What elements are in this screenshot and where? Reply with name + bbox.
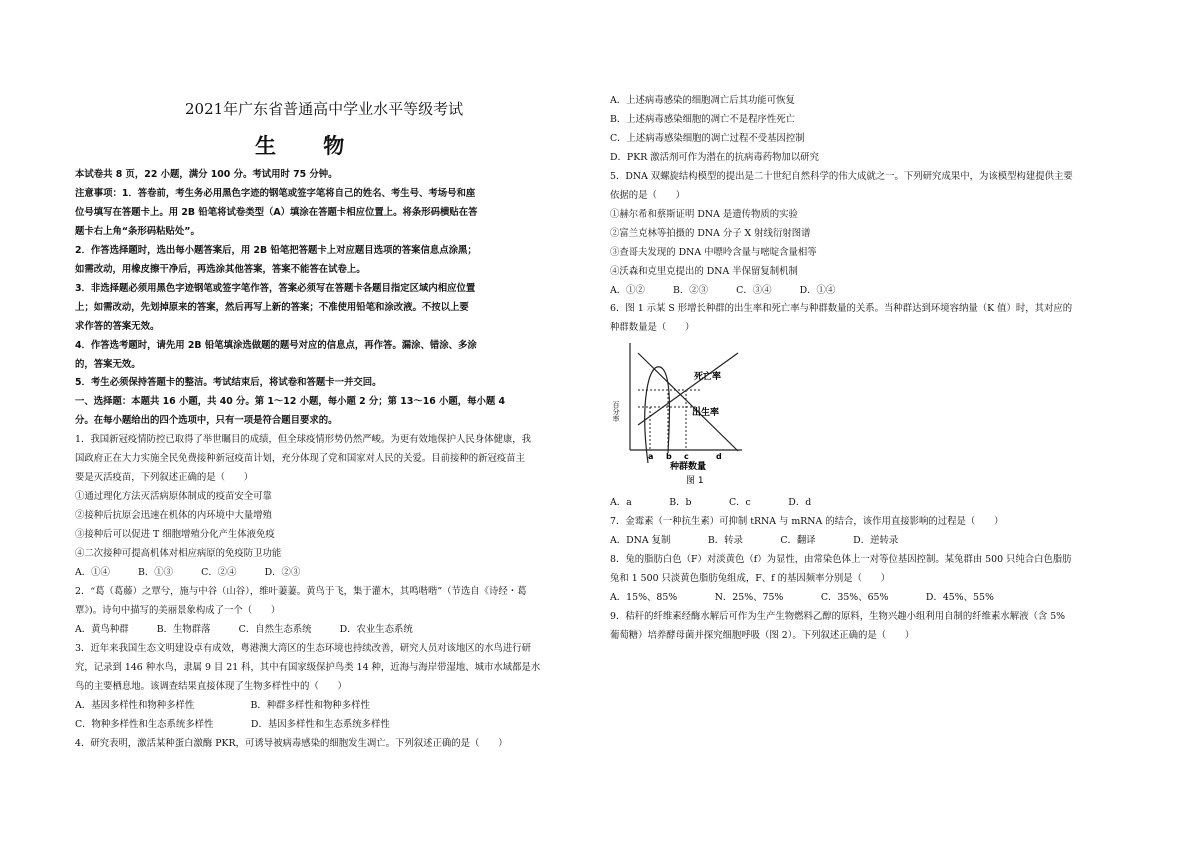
right-top-line: 5．DNA 双螺旋结构模型的提出是二十世纪自然科学的伟大成就之一。下列研究成果中，为该模型构建提供主要 <box>610 170 1073 182</box>
right-bottom-line: 8．兔的脂肪白色（F）对淡黄色（f）为显性，由常染色体上一对等位基因控制。某兔群由 500 只纯合白色脂肪 <box>610 553 1072 565</box>
left-lines-line: 鸟的主要栖息地。该调查结果直接体现了生物多样性中的（ ） <box>75 680 347 692</box>
right-bottom-line: 葡萄糖）培养酵母菌并探究细胞呼吸（图 2）。下列叙述正确的是（ ） <box>610 629 915 641</box>
left-lines-line: ①通过理化方法灭活病原体制成的疫苗安全可靠 <box>75 491 272 503</box>
left-lines-line: 究，记录到 146 种水鸟，隶属 9 目 21 科，其中有国家级保护鸟类 14 种，近海与海岸带湿地、城市水域都是水 <box>75 661 541 673</box>
left-lines-line: 2．“葛（葛藤）之覃兮，施与中谷（山谷），维叶萋萋。黄鸟于飞，集于灌木，其鸣喈喈”（节选自《诗经・葛 <box>75 585 527 597</box>
left-lines-line: 位号填写在答题卡上。用 2B 铅笔将试卷类型（A）填涂在答题卡相应位置上。将条形码横贴在答 <box>75 206 478 218</box>
left-lines-line: 3．近年来我国生态文明建设卓有成效，粤港澳大湾区的生态环境也持续改善，研究人员对该地区的水鸟进行研 <box>75 642 531 654</box>
tick-label-a: a <box>648 452 654 461</box>
left-lines-line: 5．考生必须保持答题卡的整洁。考试结束后，将试卷和答题卡一并交回。 <box>75 377 382 389</box>
left-lines-line: 国政府正在大力实施全民免费接种新冠疫苗计划，充分体现了党和国家对人民的关爱。目前接种的新冠疫苗主 <box>75 453 526 465</box>
right-top-line: B．上述病毒感染细胞的凋亡不是程序性死亡 <box>610 113 796 125</box>
left-lines-line: ④二次接种可提高机体对相应病原的免疫防卫功能 <box>75 548 282 559</box>
left-lines-line: 本试卷共 8 页，22 小题，满分 100 分。考试用时 75 分钟。 <box>75 169 338 180</box>
subject-title: 生 物 <box>255 134 365 158</box>
tick-label-d: d <box>716 452 722 461</box>
x-axis-label: 种群数量 <box>670 462 707 472</box>
right-top-line: ④沃森和克里克提出的 DNA 半保留复制机制 <box>610 265 798 277</box>
right-top-line: 6．图 1 示某 S 形增长种群的出生率和死亡率与种群数量的关系。当种群达到环境容纳量（K 值）时，其对应的 <box>610 303 1073 315</box>
right-top-line: ③查哥夫发现的 DNA 中嘌呤含量与嘧啶含量相等 <box>610 246 817 258</box>
left-lines-line: 上；如需改动，先划掉原来的答案，然后再写上新的答案；不准使用铅笔和涂改液。不按以上要 <box>75 301 469 313</box>
left-lines-line: C．物种多样性和生态系统多样性 D．基因多样性和生态系统多样性 <box>75 718 390 730</box>
figure-1-population-chart <box>610 335 750 490</box>
left-lines-line: 4．作答选考题时，请先用 2B 铅笔填涂选做题的题号对应的信息点，再作答。漏涂、错涂、多涂 <box>75 339 477 351</box>
left-lines-line: 求作答的答案无效。 <box>75 320 160 332</box>
left-lines-line: 注意事项：1．答卷前，考生务必用黑色字迹的钢笔或签字笔将自己的姓名、考生号、考场号和座 <box>75 187 476 199</box>
exam-title: 2021年广东省普通高中学业水平等级考试 <box>185 100 464 118</box>
right-top-line: 种群数量是（ ） <box>610 322 695 334</box>
population-curve <box>645 367 670 463</box>
left-lines-line: 2．作答选择题时，选出每小题答案后，用 2B 铅笔把答题卡上对应题目选项的答案信息点涂黑； <box>75 244 477 256</box>
right-bottom-line: A．15%、85% N．25%、75% C．35%、65% D．45%、55% <box>610 591 994 603</box>
left-lines-line: A．基因多样性和物种多样性 B．种群多样性和物种多样性 <box>75 699 370 711</box>
right-top-line: A．上述病毒感染的细胞凋亡后其功能可恢复 <box>610 95 795 106</box>
left-lines-line: 覃》)。诗句中描写的美丽景象构成了一个（ ） <box>75 604 281 616</box>
birth-rate-line <box>638 353 738 451</box>
right-top-line: A．①② B．②③ C．③④ D．①④ <box>610 284 836 296</box>
left-lines-line: 4．研究表明，激活某种蛋白激酶 PKR，可诱导被病毒感染的细胞发生凋亡。下列叙述正确的是（ ） <box>75 737 508 749</box>
tick-label-c: c <box>684 452 689 461</box>
right-bottom-line: 7．金霉素（一种抗生素）可抑制 tRNA 与 mRNA 的结合，该作用直接影响的过程是（ ） <box>610 515 1004 527</box>
left-lines-line: 题卡右上角“条形码粘贴处”。 <box>75 225 200 237</box>
right-top-line: ②富兰克林等拍摄的 DNA 分子 X 射线衍射图谱 <box>610 227 811 239</box>
right-top-line: ①赫尔希和蔡斯证明 DNA 是遗传物质的实验 <box>610 208 798 220</box>
left-lines-line: A．黄鸟种群 B．生物群落 C．自然生态系统 D．农业生态系统 <box>75 623 413 635</box>
left-lines-line: 如需改动，用橡皮擦干净后，再选涂其他答案，答案不能答在试卷上。 <box>75 263 366 275</box>
right-top-line: 依据的是（ ） <box>610 189 686 201</box>
figure-caption: 图 1 <box>686 476 704 486</box>
right-bottom-line: A．a B．b C．c D．d <box>610 497 812 508</box>
birth-rate-label: 出生率 <box>692 408 720 418</box>
death-rate-line <box>638 353 738 425</box>
y-axis-label: 百分率 <box>612 401 620 422</box>
right-bottom-line: A．DNA 复制 B．转录 C．翻译 D．逆转录 <box>610 534 899 546</box>
right-bottom-line: 9．秸秆的纤维素经酶水解后可作为生产生物燃料乙醇的原料，生物兴趣小组利用自制的纤维素水解液（含 5% <box>610 610 1066 622</box>
right-top-line: C．上述病毒感染细胞的凋亡过程不受基因控制 <box>610 132 805 144</box>
tick-label-b: b <box>666 452 672 461</box>
left-lines-line: 的，答案无效。 <box>75 358 141 370</box>
left-lines-line: ②接种后抗原会迅速在机体的内环境中大量增殖 <box>75 510 272 522</box>
left-lines-line: 3．非选择题必须用黑色字迹钢笔或签字笔作答，答案必须写在答题卡各题目指定区域内相应位置 <box>75 282 476 294</box>
right-top-line: D．PKR 激活剂可作为潜在的抗病毒药物加以研究 <box>610 151 819 163</box>
left-lines-line: ③接种后可以促进 T 细胞增殖分化产生体液免疫 <box>75 529 275 541</box>
left-lines-line: 分。在每小题给出的四个选项中，只有一项是符合题目要求的。 <box>75 415 338 427</box>
left-lines-line: 1．我国新冠疫情防控已取得了举世瞩目的成绩，但全球疫情形势仍然严峻。为更有效地保护人民身体健康，我 <box>75 434 531 446</box>
death-rate-label: 死亡率 <box>694 372 722 382</box>
right-bottom-line: 兔和 1 500 只淡黄色脂肪兔组成，F、f 的基因频率分别是（ ） <box>610 572 891 584</box>
left-lines-line: 一、选择题：本题共 16 小题，共 40 分。第 1～12 小题，每小题 2 分；第 13～16 小题，每小题 4 <box>75 396 506 408</box>
left-lines-line: 要是灭活疫苗，下列叙述正确的是（ ） <box>75 472 254 484</box>
left-lines-line: A．①④ B．①③ C．②④ D．②③ <box>75 566 301 578</box>
